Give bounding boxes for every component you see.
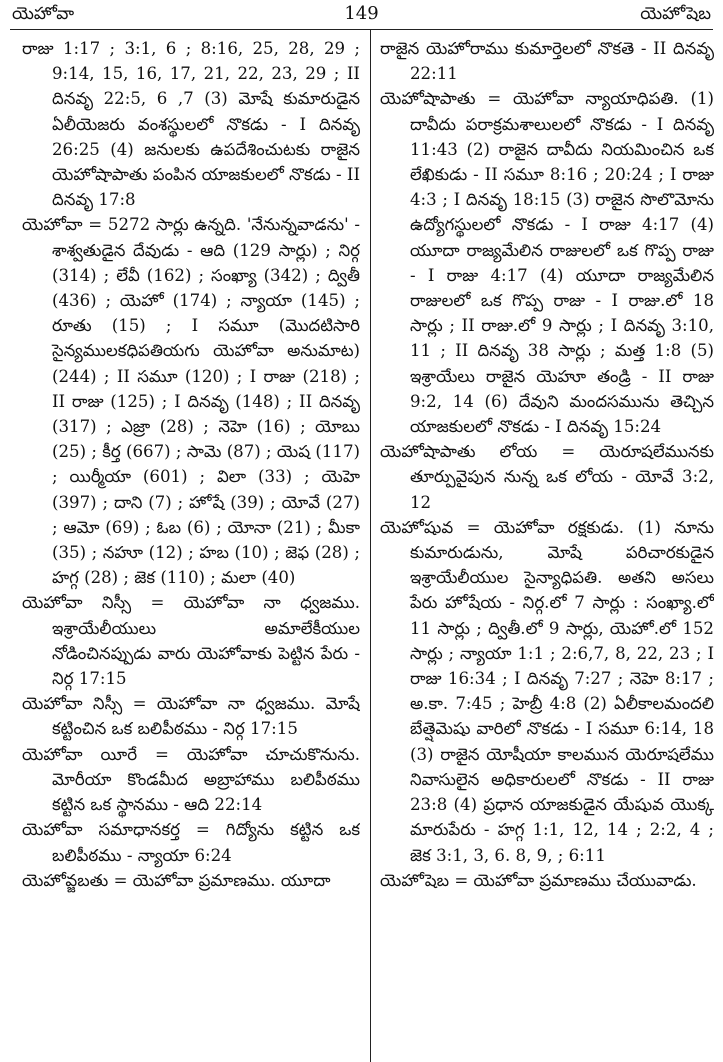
dictionary-entry: యెహోషాపాతు లోయ = యెరూషలేమునకు తూర్పువైపున నున్న ఒక లోయ - యోవే 3:2, 12 xyxy=(380,442,714,512)
dictionary-entry: యెహోషాపాతు = యెహోవా న్యాయాధిపతి. (1) దావీదు పరాక్రమశాలులలో నొకడు - I దినవృ 11:43 (2) రాజైన దావీదు నియమించిన ఒక లేఖికుడు - II సమూ 8:16 ; 20:24 ; I రాజు 4:3 ; I దినవృ 18:15 (3) రాజైన సొలొమోను ఉద్యోగస్థులలో నొకడు - I రాజు 4:17 (4) యూదా రాజ్యమేలిన రాజులలో ఒక గొప్ప రాజు - I రాజు 4:17 (4) యూదా రాజ్యమేలిన రాజులలో ఒక గొప్ప రాజు - I రాజు.లో 18 సార్లు ; II రాజు.లో 9 సార్లు ; I దినవృ 3:10, 11 ; II దినవృ 38 సార్లు ; మత్త 1:8 (5) ఇశ్రాయేలు రాజైన యెహూ తండ్రి - II రాజు 9:2, 14 (6) దేవుని మందసమును తెచ్చిన యాజకులలో నొకడు - I దినవృ 15:24 xyxy=(380,89,714,437)
dictionary-entry: రాజు 1:17 ; 3:1, 6 ; 8:16, 25, 28, 29 ; 9:14, 15, 16, 17, 21, 22, 23, 29 ; II దినవృ 22:5, 6 ,7 (3) మోషే కుమారుడైన ఏలీయెజరు వంశస్థులలో నొకడు - I దినవృ 26:25 (4) జనులకు ఉపదేశించుటకు రాజైన యెహోషాపాతు పంపిన యాజకులలో నొకడు - II దినవృ 17:8 xyxy=(22,39,360,210)
right-column xyxy=(380,36,714,1060)
dictionary-entry: రాజైన యెహోరాము కుమార్తెలలో నొకతె - II దినవృ 22:11 xyxy=(380,39,714,84)
header-last-word: యెహోషెబ xyxy=(640,4,711,24)
column-divider xyxy=(370,29,371,1062)
header-first-word: యెహోవా xyxy=(12,4,75,24)
dictionary-entry: యెహోవా నిస్సీ = యెహోవా నా ధ్వజము. మోషే కట్టించిన ఒక బలిపీఠము - నిర్గ 17:15 xyxy=(22,694,360,739)
dictionary-entry: యెహోవా యీరే = యెహోవా చూచుకొనును. మోరీయా కొండమీద అబ్రాహాము బలిపీఠము కట్టిన ఒక స్థానము - ఆది 22:14 xyxy=(22,744,360,815)
header-rule xyxy=(10,29,713,30)
left-column xyxy=(22,36,360,1060)
dictionary-entry: యెహోషెబ = యెహోవా ప్రమాణము చేయువాడు. xyxy=(380,870,697,890)
page-header xyxy=(0,0,723,30)
page-number: 149 xyxy=(344,3,379,24)
dictionary-entry: యెహోవ్జబతు = యెహోవా ప్రమాణము. యూదా xyxy=(22,870,331,890)
dictionary-entry: యెహోవా = 5272 సార్లు ఉన్నది. 'నేనున్నవాడను' - శాశ్వతుడైన దేవుడు - ఆది (129 సార్లు) ; నిర్గ (314) ; లేవీ (162) ; సంఖ్యా (342) ; ద్వితీ (436) ; యెహో (174) ; న్యాయా (145) ; రూతు (15) ; I సమూ (మొదటిసారి సైన్యములకధిపతియగు యెహోవా అనుమాట) (244) ; II సమూ (120) ; I రాజు (218) ; II రాజు (125) ; I దినవృ (148) ; II దినవృ (317) ; ఎజ్రా (28) ; నెహె (16) ; యోబు (25) ; కీర్త (667) ; సామె (87) ; యెష (117) ; యిర్మీయా (601) ; విలా (33) ; యెహె (397) ; దాని (7) ; హోషే (39) ; యోవే (27) ; ఆమో (69) ; ఓబ (6) ; యోనా (21) ; మీకా (35) ; నహూ (12) ; హబ (10) ; జెఫ (28) ; హగ్గ (28) ; జెక (110) ; మలా (40) xyxy=(22,215,360,588)
dictionary-entry: యెహోవా సమాధానకర్త = గిద్యోను కట్టిన ఒక బలిపీఠము - న్యాయా 6:24 xyxy=(22,820,360,865)
dictionary-entry: యెహోషువ = యెహోవా రక్షకుడు. (1) నూను కుమారుడును, మోషే పరిచారకుడైన ఇశ్రాయేలీయుల సైన్యాధిపతి. అతని అసలు పేరు హోషేయ - నిర్గ.లో 7 సార్లు : సంఖ్యా.లో 11 సార్లు ; ద్వితీ.లో 9 సార్లు, యెహో.లో 152 సార్లు ; న్యాయా 1:1 ; 2:6,7, 8, 22, 23 ; I రాజు 16:34 ; I దినవృ 7:27 ; నెహె 8:17 ; అ.కా. 7:45 ; హెబ్రీ 4:8 (2) ఏలీకాలమందలి బేత్షెమెషు వారిలో నొకడు - I సమూ 6:14, 18 (3) రాజైన యోషీయా కాలమున యెరూషలేము నివాసులైన అధికారులలో నొకడు - II రాజు 23:8 (4) ప్రధాన యాజకుడైన యేషువ యొక్క మారుపేరు - హగ్గ 1:1, 12, 14 ; 2:2, 4 ; జెక 3:1, 3, 6. 8, 9, ; 6:11 xyxy=(380,517,714,865)
dictionary-entry: యెహోవా నిస్సీ = యెహోవా నా ధ్వజము. ఇశ్రాయేలీయులు అమాలేకీయుల నోడించినప్పుడు వారు యెహోవాకు పెట్టిన పేరు - నిర్గ 17:15 xyxy=(22,593,360,689)
